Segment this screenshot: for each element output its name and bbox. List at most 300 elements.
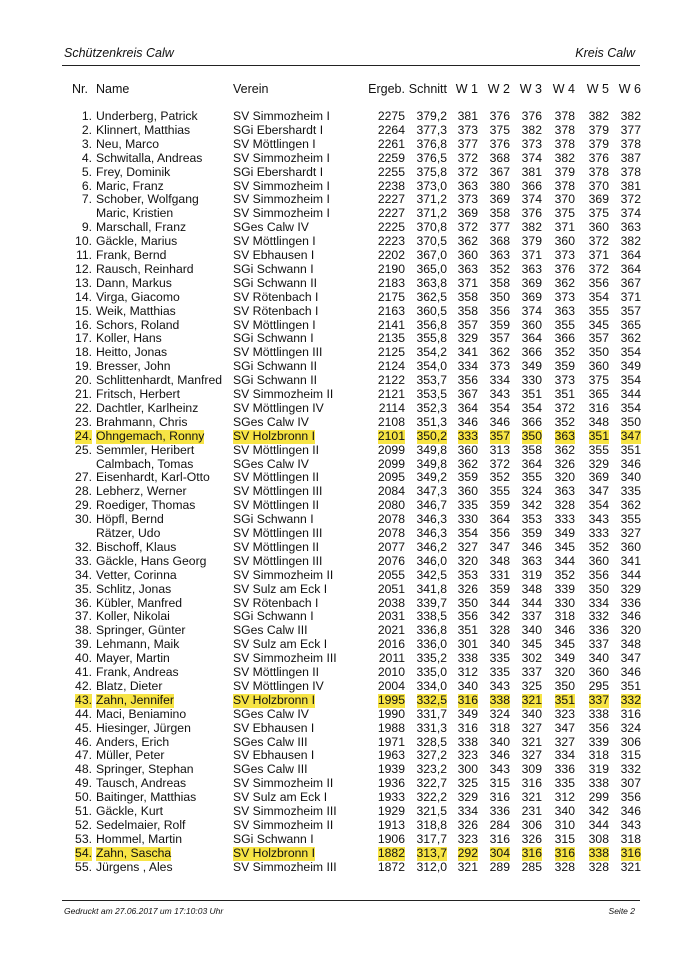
cell-total: 2227 [377, 206, 405, 221]
cell-series-6: 346 [620, 609, 641, 624]
cell-club: SV Möttlingen II [233, 539, 320, 554]
cell-club: SV Simmozheim I [233, 178, 330, 193]
cell-series-6: 387 [620, 150, 641, 165]
cell-average: 367,0 [416, 248, 447, 262]
cell-rank: 32. [75, 539, 92, 554]
cell-rank: 4. [81, 150, 92, 165]
cell-series-3: 355 [521, 470, 542, 485]
table-row [0, 791, 682, 805]
col-header-ergeb: Ergeb. [368, 82, 405, 96]
cell-series-3: 321 [521, 692, 542, 707]
cell-name: Dachtler, Karlheinz [96, 400, 199, 415]
cell-club: SV Möttlingen II [233, 442, 320, 457]
cell-rank: 34. [75, 567, 92, 582]
cell-club: SGes Calw III [233, 734, 308, 749]
cell-club: SV Möttlingen I [233, 234, 316, 249]
col-header-w1: W 1 [455, 82, 478, 96]
cell-name: Ohngemach, Ronny [96, 428, 205, 443]
col-header-nr: Nr. [72, 82, 88, 96]
cell-series-1: 358 [457, 289, 478, 304]
cell-name: Semmler, Heribert [96, 442, 195, 457]
cell-series-1: 334 [457, 359, 478, 374]
cell-club: SV Möttlingen III [233, 526, 323, 540]
cell-total: 1906 [377, 831, 405, 846]
cell-average: 375,8 [416, 164, 447, 179]
table-row [0, 847, 682, 861]
cell-name: Gäckle, Hans Georg [96, 553, 207, 568]
cell-average: 350,2 [416, 428, 447, 443]
cell-series-5: 356 [588, 275, 609, 290]
cell-series-4: 360 [554, 234, 575, 249]
cell-series-1: 326 [457, 817, 478, 832]
cell-series-2: 324 [489, 706, 510, 721]
cell-series-4: 328 [554, 859, 575, 874]
cell-series-1: 350 [457, 595, 478, 610]
cell-series-6: 357 [620, 303, 641, 318]
cell-series-1: 359 [457, 470, 478, 485]
cell-series-1: 372 [457, 220, 478, 235]
cell-series-5: 334 [588, 595, 609, 610]
cell-series-2: 369 [489, 192, 510, 207]
cell-series-4: 372 [554, 400, 575, 415]
cell-name: Heitto, Jonas [96, 345, 168, 360]
cell-average: 346,3 [416, 512, 447, 527]
cell-series-4: 316 [554, 845, 575, 860]
cell-series-5: 356 [588, 720, 609, 735]
cell-series-3: 327 [521, 748, 542, 763]
cell-average: 334,0 [416, 678, 447, 693]
cell-series-1: 329 [457, 331, 478, 346]
cell-average: 360,5 [416, 303, 447, 318]
cell-series-1: 353 [457, 567, 478, 582]
cell-total: 2099 [377, 456, 405, 471]
table-row [0, 597, 682, 611]
cell-name: Maric, Kristien [96, 206, 174, 221]
cell-series-4: 349 [554, 651, 575, 666]
cell-series-5: 328 [588, 859, 609, 874]
cell-average: 371,2 [416, 192, 447, 207]
cell-series-5: 329 [588, 456, 609, 471]
cell-club: SV Möttlingen II [233, 498, 320, 513]
cell-name: Weik, Matthias [96, 303, 176, 318]
cell-series-5: 350 [588, 581, 609, 596]
cell-series-4: 362 [554, 275, 575, 290]
cell-club: SV Möttlingen II [233, 470, 320, 485]
cell-series-3: 369 [521, 275, 542, 290]
cell-series-2: 357 [489, 428, 510, 443]
cell-name: Sedelmaier, Rolf [96, 817, 186, 832]
cell-series-4: 351 [554, 692, 575, 707]
cell-series-2: 364 [489, 512, 510, 527]
cell-series-3: 376 [521, 206, 542, 221]
cell-name: Hommel, Martin [96, 831, 183, 846]
cell-average: 347,3 [416, 484, 447, 499]
cell-series-3: 346 [521, 539, 542, 554]
col-header-name: Name [96, 82, 130, 96]
cell-total: 2078 [377, 526, 405, 540]
cell-series-6: 348 [620, 637, 641, 652]
cell-name: Gäckle, Marius [96, 234, 178, 249]
cell-average: 354,2 [416, 345, 447, 360]
cell-series-2: 373 [489, 359, 510, 374]
cell-rank: 53. [75, 831, 92, 846]
cell-series-3: 327 [521, 720, 542, 735]
cell-series-6: 346 [620, 804, 641, 818]
cell-name: Maci, Beniamino [96, 706, 187, 721]
table-row [0, 319, 682, 333]
cell-series-5: 316 [588, 400, 609, 415]
cell-rank: 41. [75, 665, 92, 679]
cell-series-3: 344 [521, 595, 542, 610]
cell-rank: 25. [75, 442, 92, 457]
cell-average: 370,5 [416, 234, 447, 249]
cell-club: SV Möttlingen III [233, 553, 323, 568]
cell-series-5: 360 [588, 665, 609, 679]
col-header-schnitt: Schnitt [408, 82, 447, 96]
cell-average: 322,2 [416, 790, 447, 805]
cell-series-2: 318 [489, 720, 510, 735]
cell-series-5: 355 [588, 303, 609, 318]
cell-series-5: 369 [588, 470, 609, 485]
cell-series-2: 352 [489, 470, 510, 485]
cell-total: 2076 [377, 553, 405, 568]
cell-total: 2175 [377, 289, 405, 304]
cell-series-2: 328 [489, 623, 510, 638]
cell-series-1: 316 [457, 720, 478, 735]
cell-club: SV Simmozheim III [233, 804, 337, 818]
cell-name: Zahn, Jennifer [96, 692, 174, 707]
cell-series-2: 359 [489, 317, 510, 332]
cell-name: Frey, Dominik [96, 164, 171, 179]
cell-series-2: 377 [489, 220, 510, 235]
cell-rank: 37. [75, 609, 92, 624]
cell-average: 335,0 [416, 665, 447, 679]
cell-series-1: 346 [457, 414, 478, 429]
cell-rank: 42. [75, 678, 92, 693]
cell-series-5: 382 [588, 109, 609, 123]
cell-series-2: 380 [489, 178, 510, 193]
cell-club: SV Simmozheim III [233, 651, 337, 666]
cell-series-2: 352 [489, 261, 510, 276]
cell-average: 336,8 [416, 623, 447, 638]
cell-series-2: 343 [489, 387, 510, 401]
cell-series-6: 343 [620, 817, 641, 832]
cell-series-6: 364 [620, 248, 641, 262]
cell-series-3: 364 [521, 331, 542, 346]
cell-series-5: 318 [588, 748, 609, 763]
cell-series-4: 350 [554, 678, 575, 693]
cell-average: 331,3 [416, 720, 447, 735]
cell-total: 2095 [377, 470, 405, 485]
cell-average: 351,3 [416, 414, 447, 429]
cell-average: 346,2 [416, 539, 447, 554]
cell-series-3: 366 [521, 178, 542, 193]
cell-rank: 48. [75, 762, 92, 777]
cell-series-1: 334 [457, 804, 478, 818]
cell-series-5: 354 [588, 498, 609, 513]
cell-total: 2010 [377, 665, 405, 679]
cell-series-6: 324 [620, 720, 641, 735]
table-row [0, 819, 682, 833]
cell-series-5: 340 [588, 651, 609, 666]
cell-series-4: 334 [554, 748, 575, 763]
cell-series-2: 357 [489, 331, 510, 346]
cell-series-3: 379 [521, 234, 542, 249]
cell-series-2: 346 [489, 748, 510, 763]
cell-club: SGi Schwann II [233, 359, 317, 374]
cell-series-2: 284 [489, 817, 510, 832]
cell-rank: 35. [75, 581, 92, 596]
cell-series-3: 309 [521, 762, 542, 777]
cell-series-6: 336 [620, 595, 641, 610]
cell-total: 2264 [377, 122, 405, 137]
cell-rank: 24. [75, 428, 92, 443]
cell-average: 328,5 [416, 734, 447, 749]
cell-series-1: 367 [457, 387, 478, 401]
cell-series-1: 356 [457, 609, 478, 624]
cell-series-6: 377 [620, 122, 641, 137]
table-row [0, 485, 682, 499]
cell-series-2: 362 [489, 345, 510, 360]
cell-series-4: 373 [554, 289, 575, 304]
cell-series-6: 363 [620, 220, 641, 235]
col-header-w5: W 5 [586, 82, 609, 96]
cell-name: Gäckle, Kurt [96, 804, 164, 818]
cell-series-3: 349 [521, 359, 542, 374]
cell-total: 2121 [377, 387, 405, 401]
cell-name: Lebherz, Werner [96, 484, 187, 499]
cell-series-3: 285 [521, 859, 542, 874]
cell-series-6: 381 [620, 178, 641, 193]
cell-series-6: 354 [620, 373, 641, 388]
cell-club: SGes Calw IV [233, 456, 309, 471]
cell-name: Schwitalla, Andreas [96, 150, 203, 165]
header-club-district: Schützenkreis Calw [64, 46, 174, 60]
cell-series-6: 341 [620, 553, 641, 568]
cell-name: Underberg, Patrick [96, 109, 198, 123]
cell-name: Rausch, Reinhard [96, 261, 194, 276]
cell-series-1: 371 [457, 275, 478, 290]
cell-series-5: 372 [588, 234, 609, 249]
cell-series-4: 344 [554, 553, 575, 568]
cell-average: 313,7 [416, 845, 447, 860]
cell-series-1: 354 [457, 526, 478, 540]
table-row [0, 166, 682, 180]
cell-series-1: 364 [457, 400, 478, 415]
table-row [0, 749, 682, 763]
cell-series-1: 341 [457, 345, 478, 360]
cell-series-2: 376 [489, 136, 510, 151]
cell-series-3: 316 [521, 776, 542, 791]
cell-series-5: 338 [588, 845, 609, 860]
cell-series-3: 321 [521, 734, 542, 749]
cell-name: Zahn, Sascha [96, 845, 172, 860]
cell-series-3: 369 [521, 289, 542, 304]
table-row [0, 833, 682, 847]
cell-series-4: 315 [554, 831, 575, 846]
cell-series-5: 342 [588, 804, 609, 818]
cell-name: Calmbach, Tomas [96, 456, 194, 471]
table-row [0, 680, 682, 694]
cell-club: SGes Calw IV [233, 414, 309, 429]
cell-club: SV Rötenbach I [233, 303, 319, 318]
cell-series-2: 372 [489, 456, 510, 471]
cell-series-3: 348 [521, 581, 542, 596]
table-row [0, 138, 682, 152]
cell-series-3: 371 [521, 248, 542, 262]
cell-series-5: 338 [588, 706, 609, 721]
cell-total: 2141 [377, 317, 405, 332]
cell-series-2: 350 [489, 289, 510, 304]
cell-series-4: 330 [554, 595, 575, 610]
cell-name: Mayer, Martin [96, 651, 170, 666]
cell-series-1: 340 [457, 678, 478, 693]
cell-total: 2122 [377, 373, 405, 388]
cell-average: 346,7 [416, 498, 447, 513]
cell-series-5: 355 [588, 442, 609, 457]
header-region: Kreis Calw [575, 46, 635, 60]
cell-series-6: 356 [620, 790, 641, 805]
cell-series-3: 359 [521, 526, 542, 540]
cell-name: Rätzer, Udo [96, 526, 161, 540]
cell-series-6: 378 [620, 164, 641, 179]
cell-series-2: 343 [489, 762, 510, 777]
cell-total: 1990 [377, 706, 405, 721]
cell-series-4: 378 [554, 136, 575, 151]
cell-series-1: 333 [457, 428, 478, 443]
cell-total: 2038 [377, 595, 405, 610]
cell-name: Brahmann, Chris [96, 414, 188, 429]
cell-series-2: 354 [489, 400, 510, 415]
header-divider [62, 65, 640, 66]
cell-series-6: 351 [620, 442, 641, 457]
cell-series-1: 363 [457, 178, 478, 193]
cell-series-6: 382 [620, 234, 641, 249]
cell-series-2: 340 [489, 637, 510, 652]
cell-series-2: 355 [489, 484, 510, 499]
cell-club: SV Holzbronn I [233, 845, 315, 860]
cell-average: 365,0 [416, 261, 447, 276]
table-row [0, 708, 682, 722]
cell-rank: 10. [75, 234, 92, 249]
cell-series-5: 344 [588, 817, 609, 832]
cell-rank: 6. [81, 178, 92, 193]
cell-series-1: 338 [457, 651, 478, 666]
cell-series-2: 340 [489, 734, 510, 749]
table-row [0, 694, 682, 708]
cell-name: Höpfl, Bernd [96, 512, 164, 527]
cell-name: Baitinger, Matthias [96, 790, 197, 805]
cell-total: 2080 [377, 498, 405, 513]
cell-series-4: 363 [554, 428, 575, 443]
cell-series-3: 324 [521, 484, 542, 499]
cell-series-4: 378 [554, 122, 575, 137]
table-row [0, 555, 682, 569]
cell-average: 377,3 [416, 122, 447, 137]
cell-series-6: 321 [620, 859, 641, 874]
cell-series-4: 346 [554, 623, 575, 638]
cell-club: SGi Schwann I [233, 331, 314, 346]
cell-series-3: 342 [521, 498, 542, 513]
cell-series-6: 354 [620, 400, 641, 415]
table-row [0, 569, 682, 583]
cell-series-3: 374 [521, 192, 542, 207]
cell-name: Marschall, Franz [96, 220, 187, 235]
cell-club: SV Simmozheim I [233, 150, 330, 165]
cell-series-3: 340 [521, 706, 542, 721]
cell-series-5: 337 [588, 692, 609, 707]
table-row [0, 527, 682, 541]
cell-average: 317,7 [416, 831, 447, 846]
cell-club: SV Simmozheim I [233, 206, 330, 221]
cell-rank: 30. [75, 512, 92, 527]
cell-series-1: 373 [457, 192, 478, 207]
cell-club: SGes Calw IV [233, 706, 309, 721]
cell-series-4: 347 [554, 720, 575, 735]
cell-series-3: 340 [521, 623, 542, 638]
cell-series-6: 329 [620, 581, 641, 596]
cell-name: Virga, Giacomo [96, 289, 180, 304]
cell-series-6: 318 [620, 831, 641, 846]
cell-series-4: 345 [554, 539, 575, 554]
cell-rank: 46. [75, 734, 92, 749]
cell-series-6: 354 [620, 345, 641, 360]
col-header-w2: W 2 [487, 82, 510, 96]
cell-series-1: 372 [457, 164, 478, 179]
cell-average: 346,3 [416, 526, 447, 540]
cell-name: Tausch, Andreas [96, 776, 187, 791]
cell-rank: 51. [75, 804, 92, 818]
cell-club: SGes Calw III [233, 623, 308, 638]
cell-total: 2259 [377, 150, 405, 165]
cell-series-3: 302 [521, 651, 542, 666]
cell-total: 1995 [377, 692, 405, 707]
cell-series-4: 345 [554, 637, 575, 652]
cell-total: 2255 [377, 164, 405, 179]
cell-series-3: 363 [521, 261, 542, 276]
cell-club: SV Rötenbach I [233, 289, 319, 304]
cell-series-1: 326 [457, 581, 478, 596]
cell-series-2: 367 [489, 164, 510, 179]
cell-rank: 55. [75, 859, 92, 874]
cell-total: 2114 [378, 400, 405, 415]
cell-name: Maric, Franz [96, 178, 164, 193]
cell-rank: 43. [75, 692, 92, 707]
cell-series-2: 368 [489, 234, 510, 249]
cell-series-2: 344 [489, 595, 510, 610]
cell-club: SV Sulz am Eck I [233, 581, 328, 596]
cell-average: 356,8 [416, 317, 447, 332]
cell-rank: 36. [75, 595, 92, 610]
cell-series-1: 325 [457, 776, 478, 791]
cell-series-1: 372 [457, 150, 478, 165]
cell-name: Vetter, Corinna [96, 567, 177, 582]
cell-series-4: 351 [554, 387, 575, 401]
cell-total: 1933 [377, 790, 405, 805]
cell-series-5: 372 [588, 261, 609, 276]
cell-series-4: 327 [554, 734, 575, 749]
cell-series-1: 329 [457, 790, 478, 805]
cell-series-5: 308 [588, 831, 609, 846]
cell-series-4: 373 [554, 248, 575, 262]
cell-name: Bresser, John [96, 359, 171, 374]
cell-club: SV Möttlingen I [233, 317, 316, 332]
cell-series-2: 315 [489, 776, 510, 791]
cell-club: SV Möttlingen III [233, 484, 323, 499]
cell-average: 318,8 [416, 817, 447, 832]
cell-average: 349,8 [416, 456, 447, 471]
table-row [0, 291, 682, 305]
